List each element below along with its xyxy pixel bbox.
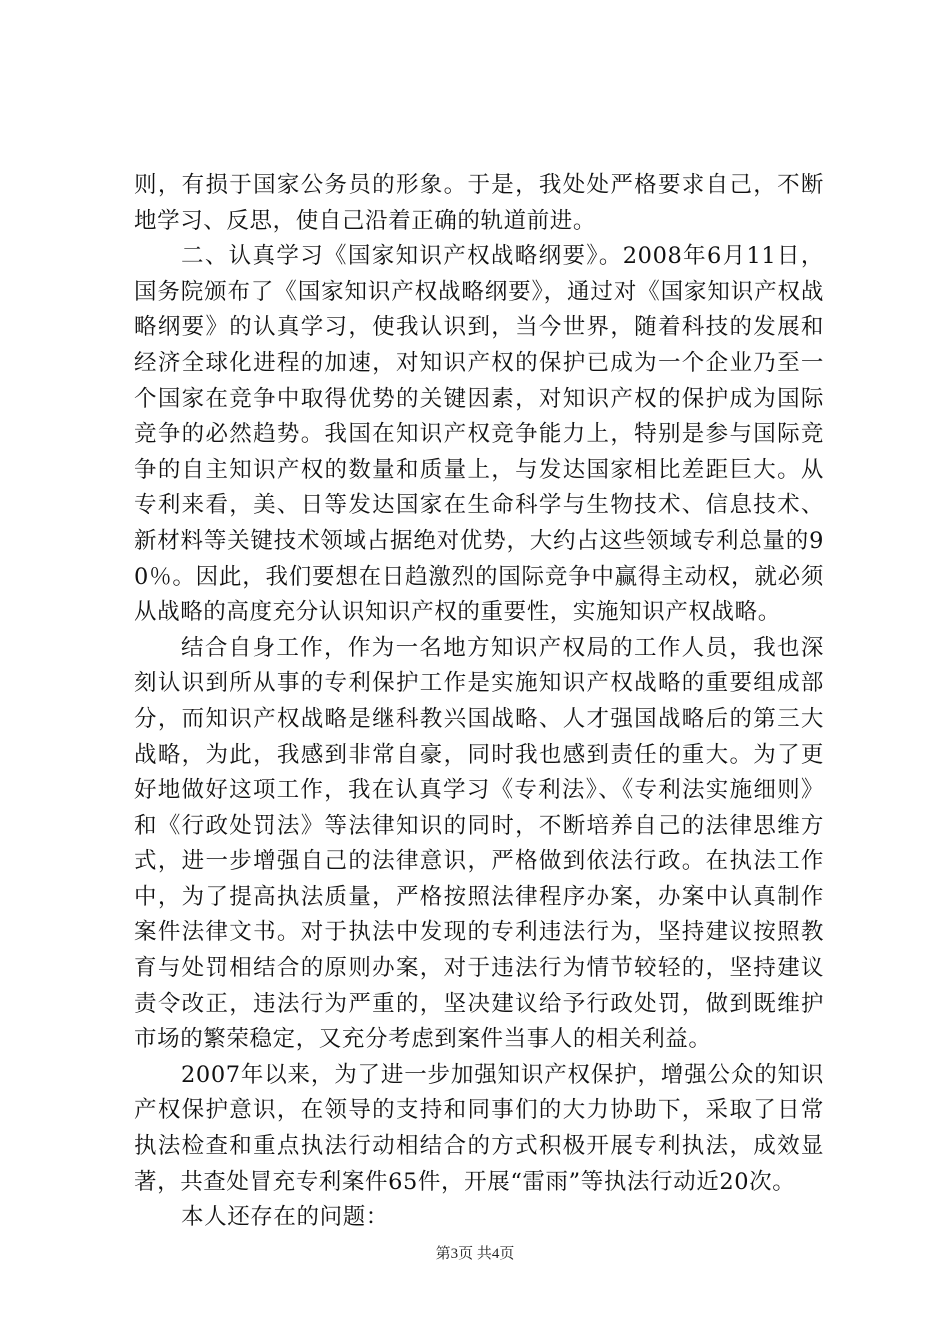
paragraph-4: 2007年以来，为了进一步加强知识产权保护，增强公众的知识产权保护意识，在领导的支持和同事们的大力协助下，采取了日常执法检查和重点执法行动相结合的方式积极开展专利执法，成效显著，共查处冒充专利案件65件，开展“雷雨”等执法行动近20次。	[134, 1061, 824, 1195]
body-text	[134, 168, 824, 1236]
paragraph-2: 二、认真学习《国家知识产权战略纲要》。2008年6月11日，国务院颁布了《国家知识产权战略纲要》，通过对《国家知识产权战略纲要》的认真学习，使我认识到，当今世界，随着科技的发展和经济全球化进程的加速，对知识产权的保护已成为一个企业乃至一个国家在竞争中取得优势的关键因素，对知识产权的保护成为国际竞争的必然趋势。我国在知识产权竞争能力上，特别是参与国际竞争的自主知识产权的数量和质量上，与发达国家相比差距巨大。从专利来看，美、日等发达国家在生命科学与生物技术、信息技术、新材料等关键技术领域占据绝对优势，大约占这些领域专利总量的90％。因此，我们要想在日趋激烈的国际竞争中赢得主动权，就必须从战略的高度充分认识知识产权的重要性，实施知识产权战略。	[134, 243, 824, 626]
paragraph-1: 则，有损于国家公务员的形象。于是，我处处严格要求自己，不断地学习、反思，使自己沿着正确的轨道前进。	[134, 172, 824, 234]
paragraph-3: 结合自身工作，作为一名地方知识产权局的工作人员，我也深刻认识到所从事的专利保护工作是实施知识产权战略的重要组成部分，而知识产权战略是继科教兴国战略、人才强国战略后的第三大战略，为此，我感到非常自豪，同时我也感到责任的重大。为了更好地做好这项工作，我在认真学习《专利法》、《专利法实施细则》和《行政处罚法》等法律知识的同时，不断培养自己的法律思维方式，进一步增强自己的法律意识，严格做到依法行政。在执法工作中，为了提高执法质量，严格按照法律程序办案，办案中认真制作案件法律文书。对于执法中发现的专利违法行为，坚持建议按照教育与处罚相结合的原则办案，对于违法行为情节较轻的，坚持建议责令改正，违法行为严重的，坚决建议给予行政处罚，做到既维护市场的繁荣稳定，又充分考虑到案件当事人的相关利益。	[134, 634, 824, 1053]
paragraph-5: 本人还存在的问题：	[181, 1204, 389, 1231]
page-footer: 第3页 共4页	[435, 1246, 515, 1262]
